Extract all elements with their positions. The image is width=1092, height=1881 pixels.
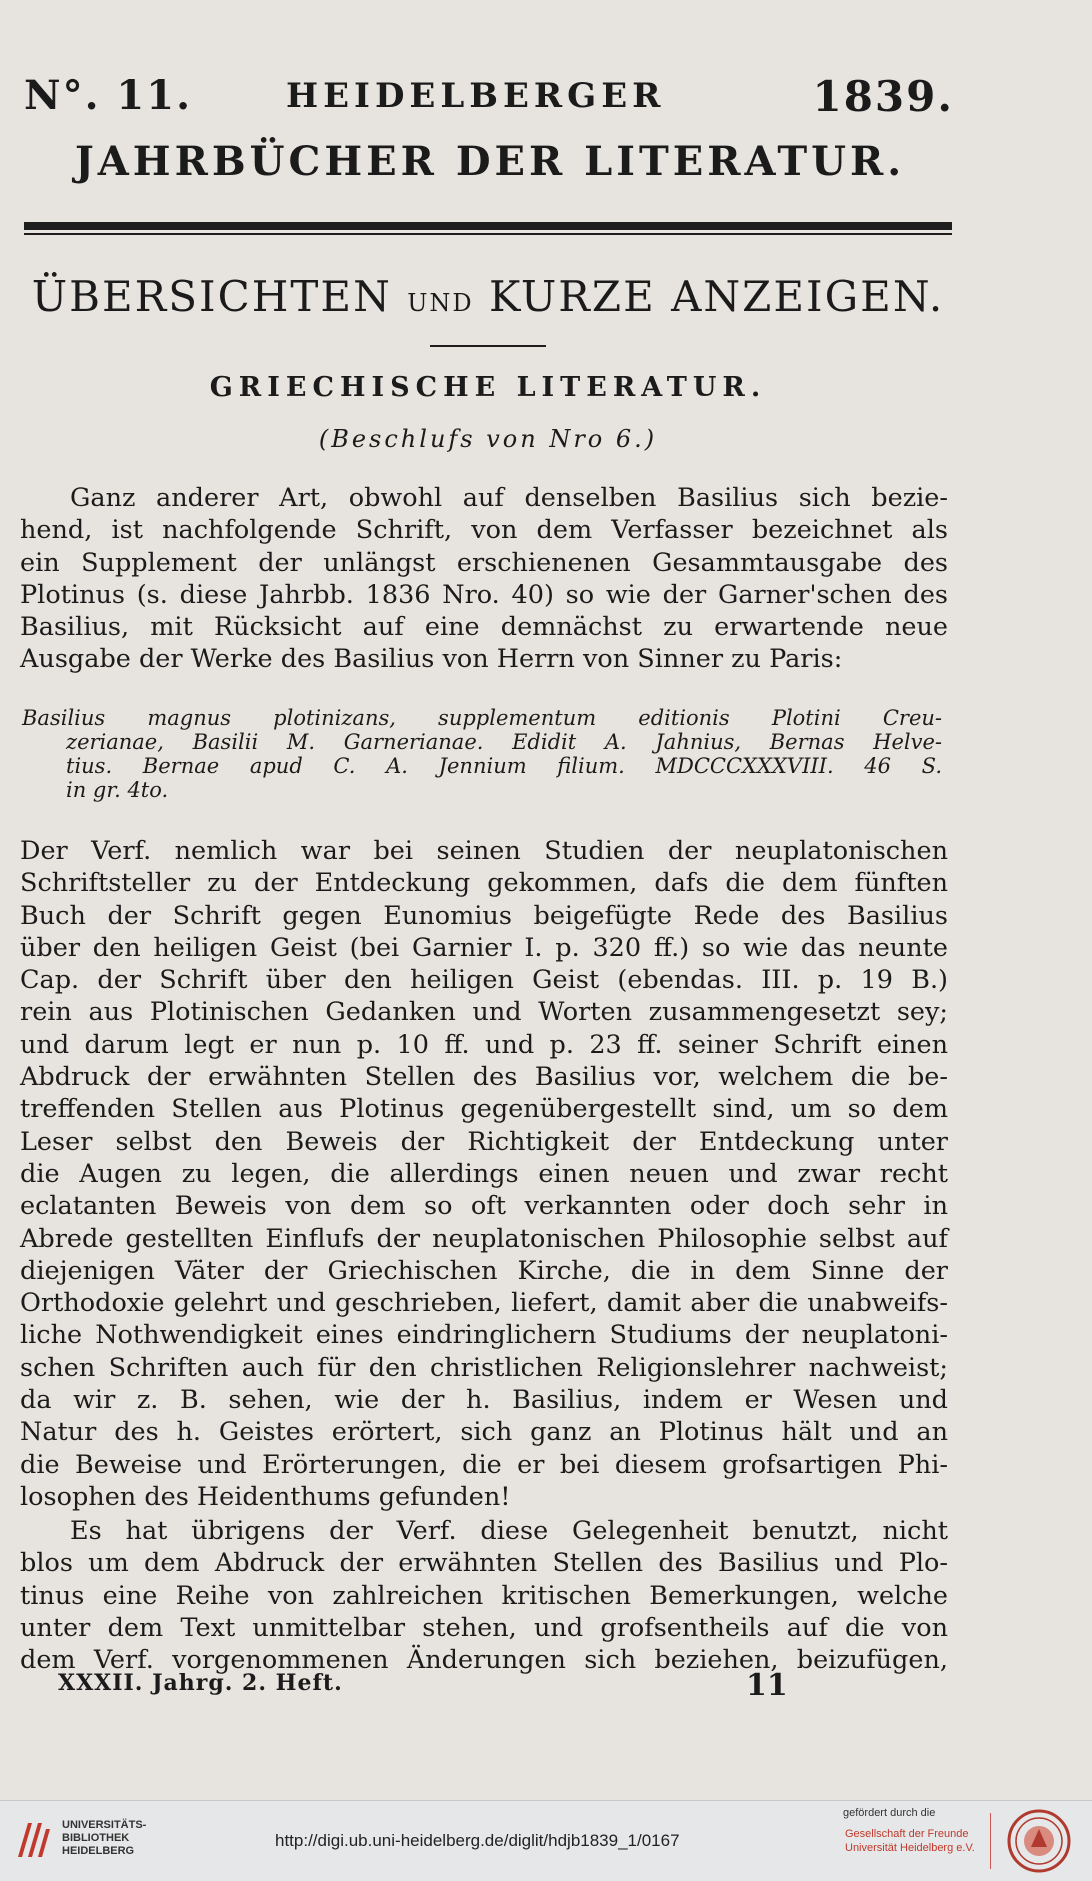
university-seal-icon <box>1007 1809 1071 1873</box>
text-line: Basilius magnus plotinizans, supplementum editionis Plotini Creu- <box>22 706 942 730</box>
library-logo-icon <box>12 1815 58 1865</box>
journal-name: HEIDELBERGER <box>286 76 666 116</box>
text-line: dem Verf. vorgenommenen Änderungen sich beziehen, beizufügen, <box>20 1645 948 1676</box>
society-name-line2: Universität Heidelberg e.V. <box>845 1842 975 1854</box>
text-line: in gr. 4to. <box>66 778 169 802</box>
journal-subtitle: JAHRBÜCHER DER LITERATUR. <box>74 138 906 185</box>
text-line: Cap. der Schrift über den heiligen Geist (ebendas. III. p. 19 B.) <box>20 965 948 996</box>
issue-number: N°. 11. <box>24 72 193 119</box>
text-line: hend, ist nachfolgende Schrift, von dem Verfasser bezeichnet als <box>20 515 948 546</box>
text-line: Orthodoxie gelehrt und geschrieben, liefert, damit aber die unabweifs- <box>20 1288 948 1319</box>
library-name-line3: HEIDELBERG <box>62 1845 135 1857</box>
section-divider <box>430 345 546 347</box>
section-title-conjunction: UND <box>407 289 474 317</box>
subsection-title: GRIECHISCHE LITERATUR. <box>209 372 767 403</box>
text-line: da wir z. B. sehen, wie der h. Basilius, indem er Wesen und <box>20 1385 948 1416</box>
society-name-line1: Gesellschaft der Freunde <box>845 1828 969 1840</box>
section-title-part1: ÜBERSICHTEN <box>31 272 408 321</box>
section-title <box>24 272 952 321</box>
text-line: tinus eine Reihe von zahlreichen kritischen Bemerkungen, welche <box>20 1580 948 1611</box>
signature-mark: XXXII. Jahrg. 2. Heft. <box>58 1670 343 1696</box>
footer-divider <box>990 1813 991 1869</box>
library-name-line1: UNIVERSITÄTS- <box>62 1819 147 1831</box>
text-line: und darum legt er nun p. 10 ff. und p. 23 ff. seiner Schrift einen <box>20 1029 948 1060</box>
text-line: Ausgabe der Werke des Basilius von Herrn von Sinner zu Paris: <box>20 644 843 675</box>
issue-year: 1839. <box>812 72 954 121</box>
text-line: Abdruck der erwähnten Stellen des Basilius vor, welchem die be- <box>20 1062 948 1093</box>
bibliographic-citation <box>22 706 942 802</box>
text-line: tius. Bernae apud C. A. Jennium filium. MDCCCXXXVIII. 46 S. <box>66 754 942 778</box>
text-line: schen Schriften auch für den christlichen Religionslehrer nachweist; <box>20 1352 948 1383</box>
text-line: ein Supplement der unlängst erschienenen Gesammtausgabe des <box>20 547 948 578</box>
text-line: unter dem Text unmittelbar stehen, und grofsentheils auf die von <box>20 1612 948 1643</box>
text-line: zerianae, Basilii M. Garnerianae. Edidit A. Jahnius, Bernas Helve- <box>66 730 942 754</box>
text-line: diejenigen Väter der Griechischen Kirche, die in dem Sinne der <box>20 1255 948 1286</box>
text-line: die Beweise und Erörterungen, die er bei diesem grofsartigen Phi- <box>20 1449 948 1480</box>
text-line: treffenden Stellen aus Plotinus gegenübergestellt sind, um so dem <box>20 1094 948 1125</box>
text-line: Buch der Schrift gegen Eunomius beigefügte Rede des Basilius <box>20 900 948 931</box>
text-line: Leser selbst den Beweis der Richtigkeit der Entdeckung unter <box>20 1126 948 1157</box>
header-rule-thin <box>24 233 952 235</box>
text-line: Plotinus (s. diese Jahrbb. 1836 Nro. 40) so wie der Garner'schen des <box>20 579 948 610</box>
text-line: Natur des h. Geistes erörtert, sich ganz an Plotinus hält und an <box>20 1417 948 1448</box>
text-line: über den heiligen Geist (bei Garnier I. p. 320 ff.) so wie das neunte <box>20 932 948 963</box>
text-line: Der Verf. nemlich war bei seinen Studien der neuplatonischen <box>20 836 948 866</box>
digitization-footer <box>0 1800 1092 1881</box>
text-line: blos um dem Abdruck der erwähnten Stellen des Basilius und Plo- <box>20 1548 948 1579</box>
society-name <box>845 1827 975 1855</box>
continuation-note: (Beschlufs von Nro 6.) <box>318 425 658 453</box>
paragraph-intro <box>20 482 948 676</box>
text-line: liche Nothwendigkeit eines eindringlichern Studiums der neuplatoni- <box>20 1320 948 1351</box>
header-rule-thick <box>24 222 952 230</box>
library-name <box>62 1819 146 1858</box>
text-line: rein aus Plotinischen Gedanken und Worten zusammengesetzt sey; <box>20 997 948 1028</box>
library-name-line2: BIBLIOTHEK <box>62 1832 130 1844</box>
permalink-url[interactable]: http://digi.ub.uni-heidelberg.de/diglit/hdjb1839_1/0167 <box>275 1831 680 1850</box>
text-line: eclatanten Beweis von dem so oft verkannten oder doch sehr in <box>20 1191 948 1222</box>
text-line: Ganz anderer Art, obwohl auf denselben Basilius sich bezie- <box>70 483 948 513</box>
text-line: die Augen zu legen, die allerdings einen neuen und zwar recht <box>20 1158 948 1189</box>
paragraph-discussion <box>20 835 948 1513</box>
section-title-part2: KURZE ANZEIGEN. <box>473 272 945 321</box>
paragraph-conclusion <box>20 1515 948 1676</box>
funded-by-label: gefördert durch die <box>843 1807 936 1819</box>
text-line: Es hat übrigens der Verf. diese Gelegenheit benutzt, nicht <box>70 1516 948 1546</box>
text-line: Basilius, mit Rücksicht auf eine demnächst zu erwartende neue <box>20 612 948 643</box>
page-number: 11 <box>746 1668 788 1703</box>
text-line: Abrede gestellten Einflufs der neuplatonischen Philosophie selbst auf <box>20 1223 948 1254</box>
text-line: losophen des Heidenthums gefunden! <box>20 1481 511 1512</box>
text-line: Schriftsteller zu der Entdeckung gekommen, dafs die dem fünften <box>20 868 948 899</box>
journal-header <box>24 72 954 132</box>
